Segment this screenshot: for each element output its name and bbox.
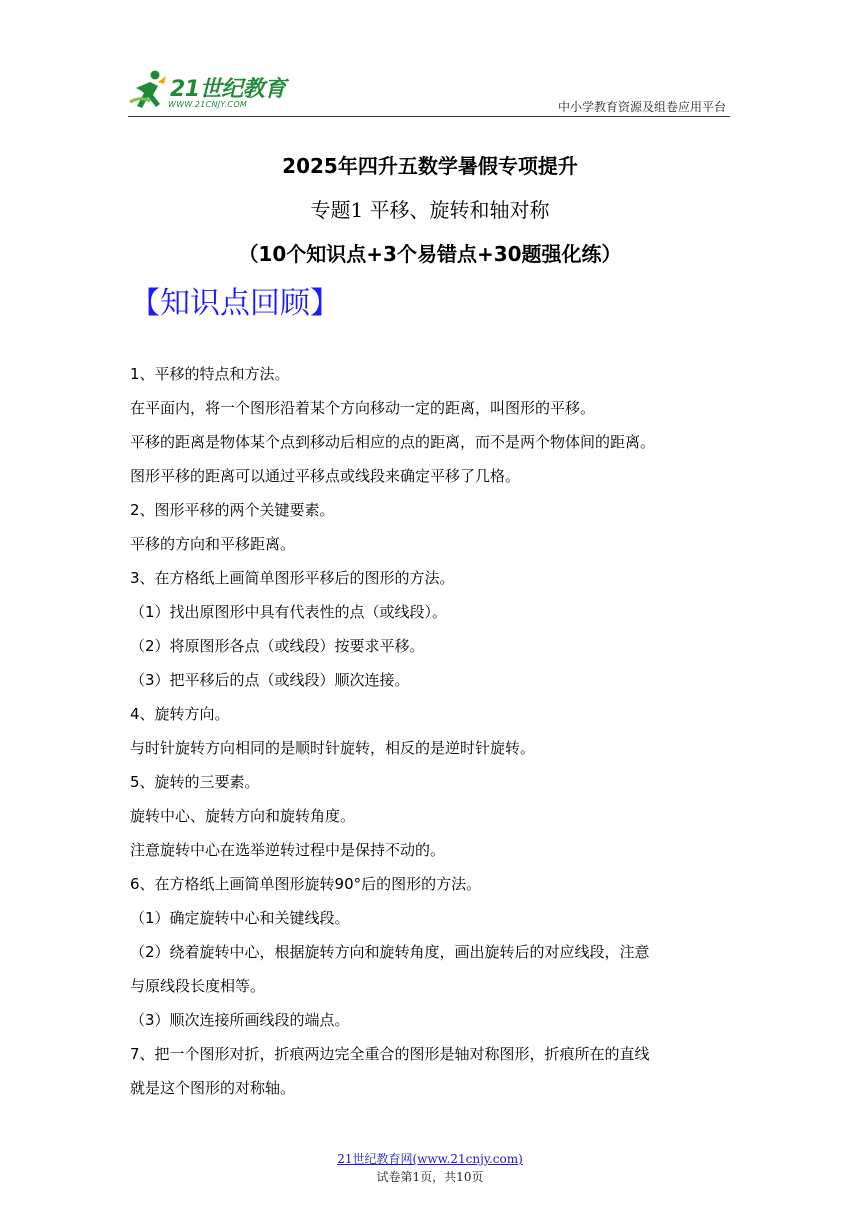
logo-text: 21世纪教育 [170,77,286,102]
content-line: 2、图形平移的两个关键要素。 [130,501,335,519]
section-heading: 【知识点回顾】 [130,286,340,321]
content-line: 注意旋转中心在选举逆转过程中是保持不动的。 [130,841,446,859]
page-header [128,62,730,118]
content-line: （3）顺次连接所画线段的端点。 [130,1011,350,1029]
content-line: （1）确定旋转中心和关键线段。 [130,909,350,927]
content-line: 与时针旋转方向相同的是顺时针旋转，相反的是逆时针旋转。 [130,739,536,757]
content-line: 5、旋转的三要素。 [130,773,260,791]
document-title: 2025年四升五数学暑假专项提升 [282,154,578,178]
content-line: 与原线段长度相等。 [130,977,266,995]
content-line: 3、在方格纸上画简单图形平移后的图形的方法。 [130,569,455,587]
content-line: 在平面内，将一个图形沿着某个方向移动一定的距离，叫图形的平移。 [130,399,596,417]
footer-website-link[interactable]: 21世纪教育网(www.21cnjy.com) [337,1152,523,1166]
content-line: （2）绕着旋转中心，根据旋转方向和旋转角度，画出旋转后的对应线段，注意 [130,943,650,961]
content-line: 4、旋转方向。 [130,705,230,723]
content-line: （3）把平移后的点（或线段）顺次连接。 [130,671,410,689]
content-line: 旋转中心、旋转方向和旋转角度。 [130,807,356,825]
content-line: 6、在方格纸上画简单图形旋转90°后的图形的方法。 [130,875,482,893]
logo [128,68,288,116]
content-line: 平移的距离是物体某个点到移动后相应的点的距离，而不是两个物体间的距离。 [130,433,656,451]
footer-page-number: 试卷第1页，共10页 [376,1170,484,1184]
knowledge-content [130,357,740,1105]
content-line: 图形平移的距离可以通过平移点或线段来确定平移了几格。 [130,467,521,485]
content-line: 就是这个图形的对称轴。 [130,1079,296,1097]
content-line: （1）找出原图形中具有代表性的点（或线段）。 [130,603,448,621]
header-platform-text: 中小学教育资源及组卷应用平台 [557,100,726,114]
runner-logo-icon [128,68,168,112]
content-line: （2）将原图形各点（或线段）按要求平移。 [130,637,425,655]
document-subtitle-detail: （10个知识点+3个易错点+30题强化练） [238,242,622,266]
document-subtitle: 专题1 平移、旋转和轴对称 [310,198,550,222]
content-line: 7、把一个图形对折，折痕两边完全重合的图形是轴对称图形，折痕所在的直线 [130,1045,650,1063]
content-line: 1、平移的特点和方法。 [130,365,290,383]
header-divider [128,116,730,117]
logo-url: WWW.21CNJY.COM [168,100,248,109]
content-line: 平移的方向和平移距离。 [130,535,296,553]
